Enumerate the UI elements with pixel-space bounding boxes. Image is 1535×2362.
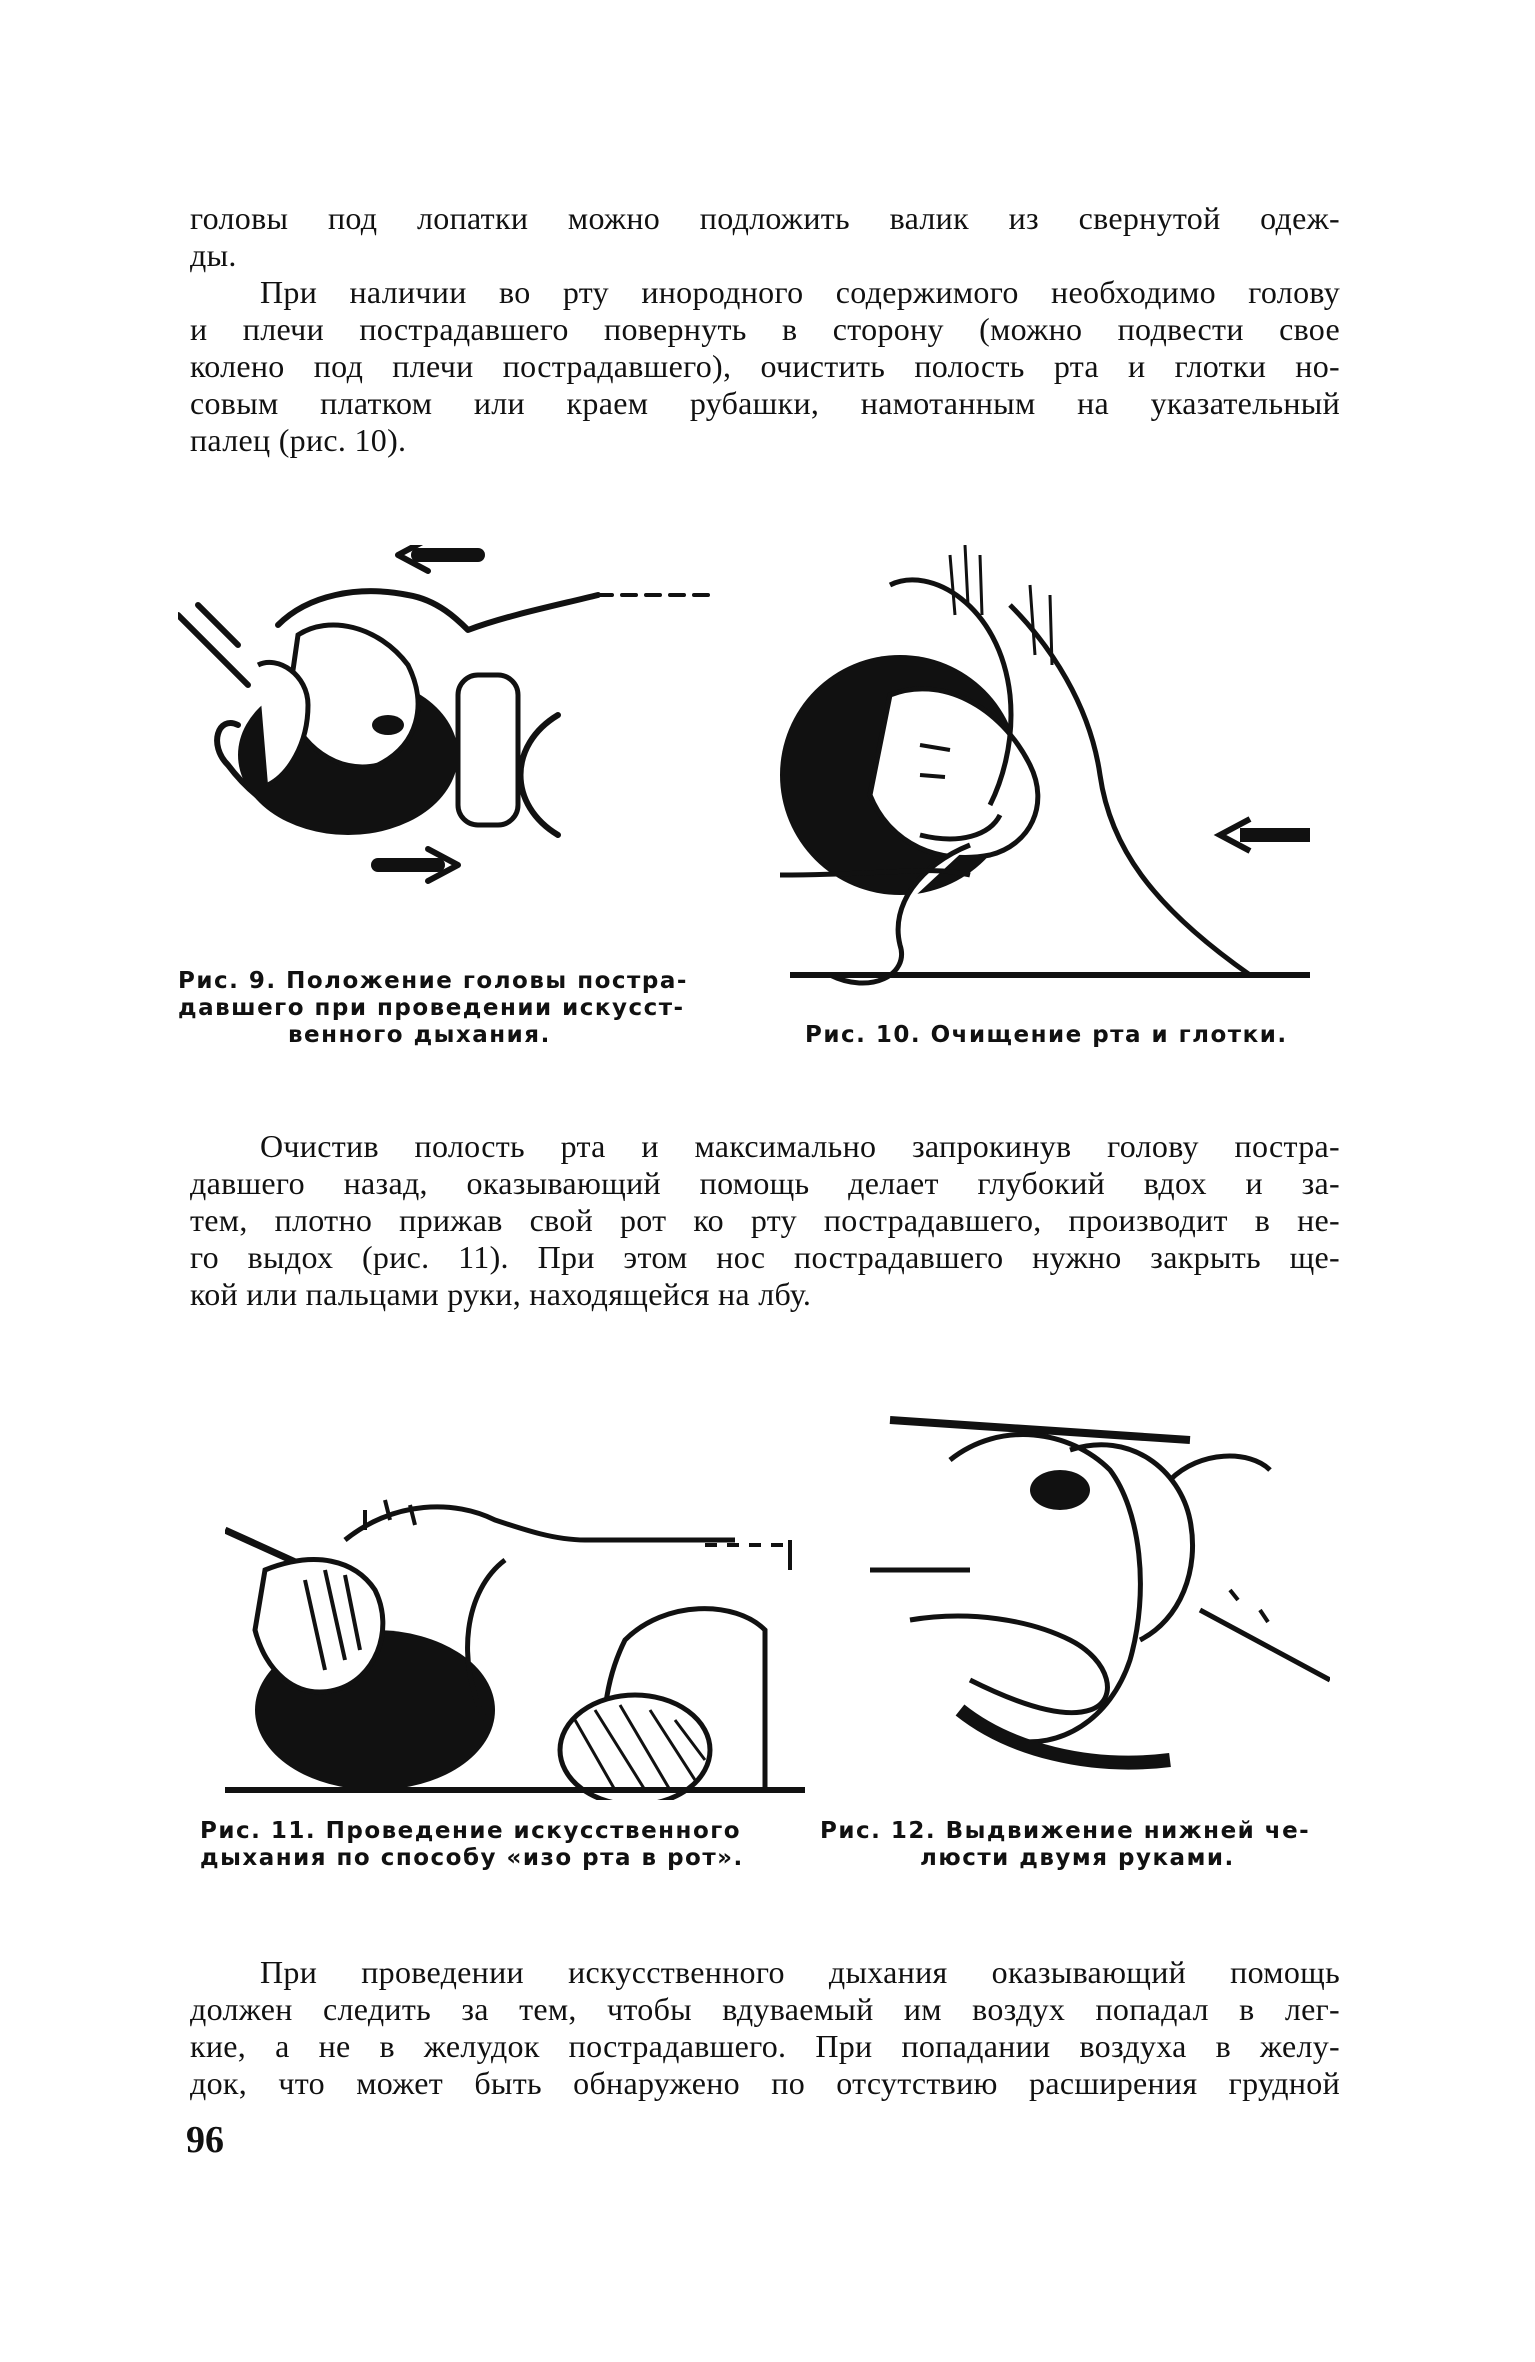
caption-line: люсти двумя руками.: [920, 1845, 1235, 1871]
page-number: 96: [186, 2119, 224, 2161]
text-line: совым платком или краем рубашки, намотанным на указательный: [190, 385, 1340, 421]
caption-line: Рис. 12. Выдвижение нижней че-: [820, 1818, 1311, 1844]
figure-12-illustration: [870, 1410, 1330, 1790]
figure-11-illustration: [225, 1460, 805, 1800]
figure-9-illustration: [178, 545, 718, 945]
text-line: и плечи пострадавшего повернуть в сторону (можно подвести свое: [190, 311, 1340, 347]
text-line: При проведении искусственного дыхания оказывающий помощь: [260, 1954, 1340, 1990]
text-line: кой или пальцами руки, находящейся на лбу.: [190, 1276, 812, 1312]
text-line: Очистив полость рта и максимально запрокинув голову постра-: [260, 1128, 1340, 1164]
text-line: кие, а не в желудок пострадавшего. При попадании воздуха в желу-: [190, 2028, 1340, 2064]
text-line: тем, плотно прижав свой рот ко рту пострадавшего, производит в не-: [190, 1202, 1340, 1238]
text-line: го выдох (рис. 11). При этом нос пострадавшего нужно закрыть ще-: [190, 1239, 1340, 1275]
text-line: колено под плечи пострадавшего), очистить полость рта и глотки но-: [190, 348, 1340, 384]
text-line: док, что может быть обнаружено по отсутствию расширения грудной: [190, 2065, 1340, 2101]
figure-11-caption: [200, 1818, 780, 1872]
text-line: должен следить за тем, чтобы вдуваемый им воздух попадал в лег-: [190, 1991, 1340, 2027]
paragraph-1: [190, 200, 1340, 274]
text-line: При наличии во рту инородного содержимого необходимо голову: [260, 274, 1340, 310]
caption-line: давшего при проведении искусст-: [178, 995, 685, 1021]
caption-line: Рис. 10. Очищение рта и глотки.: [805, 1022, 1288, 1048]
figure-10-caption: [805, 1022, 1335, 1049]
caption-line: венного дыхания.: [288, 1022, 551, 1048]
mouth-to-mouth-drawing: [225, 1460, 805, 1800]
text-line: ды.: [190, 237, 237, 273]
text-line: палец (рис. 10).: [190, 422, 407, 458]
mouth-clearing-drawing: [770, 545, 1310, 1005]
paragraph-3: [190, 1128, 1340, 1313]
text-line: головы под лопатки можно подложить валик из свернутой одеж-: [190, 200, 1340, 236]
caption-line: Рис. 9. Положение головы постра-: [178, 968, 688, 994]
figure-9-caption: [178, 968, 718, 1049]
figure-12-caption: [820, 1818, 1340, 1872]
figure-10-illustration: [770, 545, 1310, 1005]
text-line: давшего назад, оказывающий помощь делает глубокий вдох и за-: [190, 1165, 1340, 1201]
paragraph-4: [190, 1954, 1340, 2102]
paragraph-2: [190, 274, 1340, 459]
jaw-thrust-drawing: [870, 1410, 1330, 1790]
caption-line: Рис. 11. Проведение искусственного: [200, 1818, 742, 1844]
head-tilt-drawing: [178, 545, 718, 945]
caption-line: дыхания по способу «изо рта в рот».: [200, 1845, 744, 1871]
